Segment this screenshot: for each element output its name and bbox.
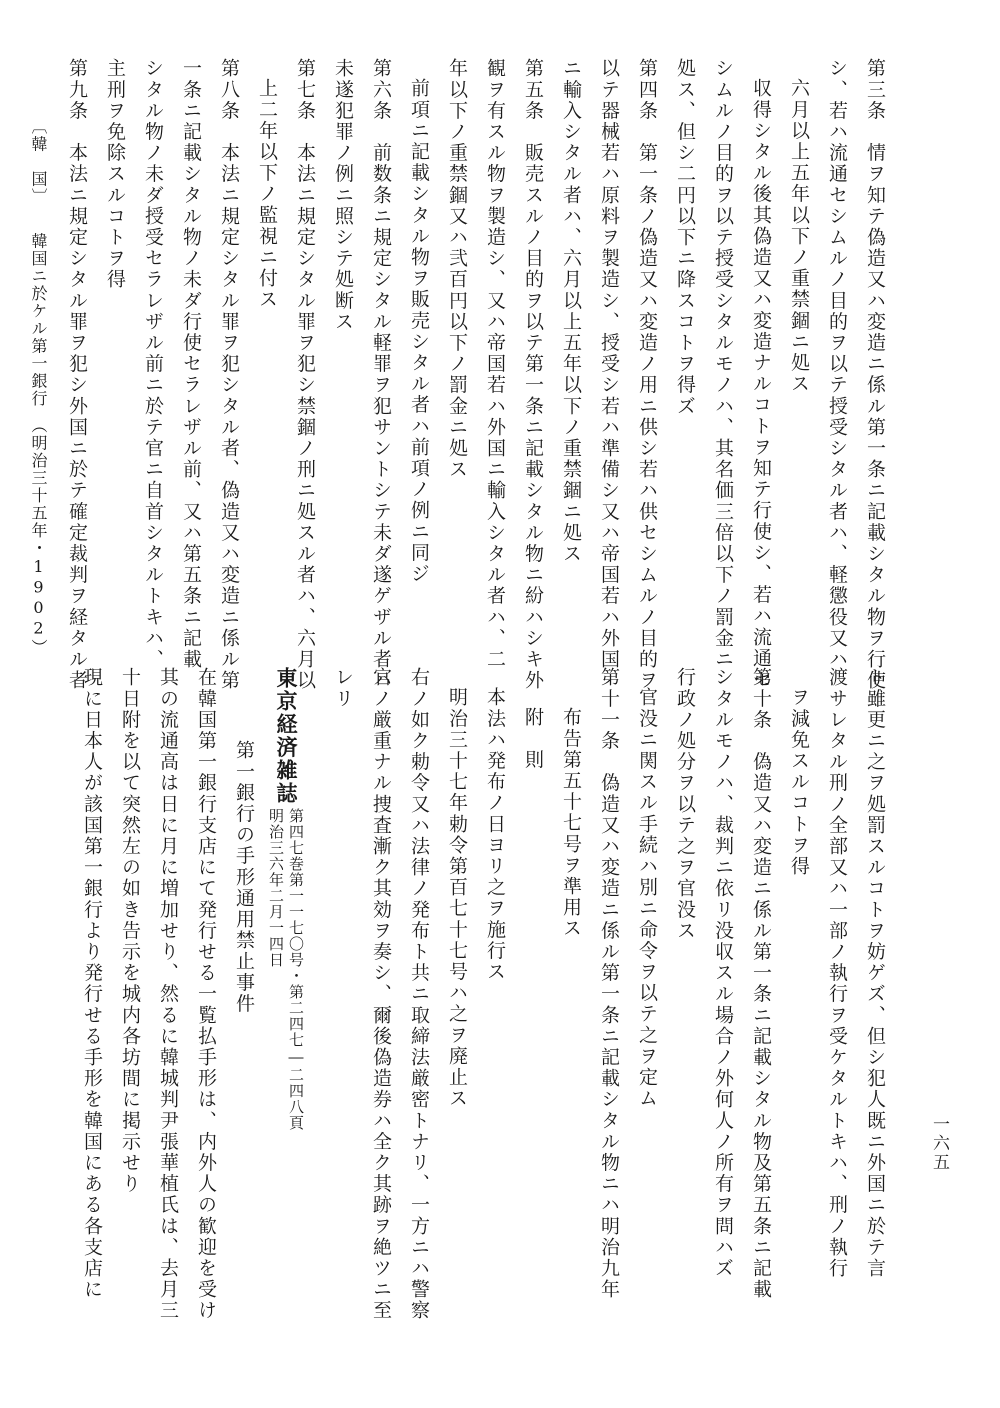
- law-text-column: シムルノ目的ヲ以テ授受シタルモノハ、其名価三倍以下ノ罰金ニ: [712, 58, 734, 670]
- law-text-column: シタルモノハ、裁判ニ依リ没収スル場合ノ外何人ノ所有ヲ問ハズ: [712, 667, 734, 1279]
- law-text-column: 行政ノ処分ヲ以テ之ヲ官没ス: [674, 667, 696, 942]
- law-text-column: 第六条 前数条ニ規定シタル軽罪ヲ犯サントシテ未ダ遂ゲザル者ハ: [370, 58, 392, 691]
- law-text-column: 以テ器械若ハ原料ヲ製造シ、授受シ若ハ準備シ又ハ帝国若ハ外国: [598, 58, 620, 670]
- article-text-column: 現に日本人が該国第一銀行より発行せる手形を韓国にある各支店に: [81, 667, 103, 1300]
- article-text-column: 其の流通高は日に月に増加せり、然るに韓城判尹張華植氏は、去月三: [157, 667, 179, 1322]
- article-text-column: 在韓国第一銀行支店にて発行せる一覧払手形は、内外人の歓迎を受け: [195, 667, 217, 1322]
- law-text-column: 未遂犯罪ノ例ニ照シテ処断ス: [332, 58, 354, 333]
- law-text-column: 観ヲ有スル物ヲ製造シ、又ハ帝国若ハ外国ニ輸入シタル者ハ、二: [484, 58, 506, 670]
- law-text-column: 年以下ノ重禁錮又ハ弐百円以下ノ罰金ニ処ス: [446, 58, 468, 480]
- law-text-column: ニ輸入シタル者ハ、六月以上五年以下ノ重禁錮ニ処ス: [560, 58, 582, 565]
- law-text-column: 一条ニ記載シタル物ノ未ダ行使セラレザル前、又ハ第五条ニ記載: [180, 58, 202, 670]
- law-text-column: 第四条 第一条ノ偽造又ハ変造ノ用ニ供シ若ハ供セシムルノ目的ヲ: [636, 58, 658, 691]
- source-date: 明治三六年二月一四日: [267, 808, 285, 968]
- law-text-column: 右ノ如ク勅令又ハ法律ノ発布ト共ニ取締法厳密トナリ、一方ニハ警察: [408, 667, 430, 1322]
- law-text-column: 収得シタル後其偽造又ハ変造ナルコトヲ知テ行使シ、若ハ流通セ: [750, 78, 772, 690]
- law-text-column: 処ス、但シ二円以下ニ降スコトヲ得ズ: [674, 58, 696, 417]
- law-text-column: 前項ニ記載シタル物ヲ販売シタル者ハ前項ノ例ニ同ジ: [408, 78, 430, 585]
- law-text-column: 布告第五十七号ヲ準用ス: [560, 707, 582, 940]
- law-text-column: レリ: [332, 667, 354, 710]
- law-text-column: 第五条 販売スルノ目的ヲ以テ第一条ニ記載シタル物ニ紛ハシキ外: [522, 58, 544, 691]
- law-text-column: ト雖更ニ之ヲ処罰スルコトヲ妨ゲズ、但シ犯人既ニ外国ニ於テ言: [864, 667, 886, 1279]
- article-text-column: 十日附を以て突然左の如き告示を城内各坊間に掲示せり: [119, 667, 141, 1195]
- supplementary-provisions-heading: 附 則: [522, 707, 544, 771]
- law-text-column: 本法ハ発布ノ日ヨリ之ヲ施行ス: [484, 687, 506, 983]
- article-heading: 第一銀行の手形通用禁止事件: [233, 740, 255, 1015]
- law-text-column: 明治三十七年勅令第百七十七号ハ之ヲ廃止ス: [446, 687, 468, 1109]
- law-text-column: 第八条 本法ニ規定シタル罪ヲ犯シタル者、偽造又ハ変造ニ係ル第: [218, 58, 240, 691]
- source-citation: 第四七巻第一一七〇号・第二四七―二四八頁: [287, 808, 305, 1131]
- source-title: 東京経済雑誌: [274, 667, 299, 805]
- law-text-column: 官没ニ関スル手続ハ別ニ命令ヲ以テ之ヲ定ム: [636, 687, 658, 1109]
- page-number: 一六五: [929, 1115, 949, 1172]
- running-header: 〔韓 国〕 韓国ニ於ケル第一銀行 （明治三十五年・1902）: [29, 118, 48, 657]
- law-text-column: 第十一条 偽造又ハ変造ニ係ル第一条ニ記載シタル物ニハ明治九年: [598, 667, 620, 1300]
- law-text-column: シ、若ハ流通セシムルノ目的ヲ以テ授受シタル者ハ、軽懲役又ハ: [826, 58, 848, 670]
- law-text-column: シタル物ノ未ダ授受セラレザル前ニ於テ官ニ自首シタルトキハ、: [142, 58, 164, 670]
- law-text-column: 第十条 偽造又ハ変造ニ係ル第一条ニ記載シタル物及第五条ニ記載: [750, 667, 772, 1300]
- law-text-column: 六月以上五年以下ノ重禁錮ニ処ス: [788, 78, 810, 395]
- law-text-column: 渡サレタル刑ノ全部又ハ一部ノ執行ヲ受ケタルトキハ、刑ノ執行: [826, 667, 848, 1279]
- law-text-column: ヲ減免スルコトヲ得: [788, 687, 810, 877]
- law-text-column: 第三条 情ヲ知テ偽造又ハ変造ニ係ル第一条ニ記載シタル物ヲ行使: [864, 58, 886, 691]
- law-text-column: 官ノ厳重ナル捜査漸ク其効ヲ奏シ、爾後偽造券ハ全ク其跡ヲ絶ツニ至: [370, 667, 392, 1322]
- law-text-column: 主刑ヲ免除スルコトヲ得: [104, 58, 126, 291]
- law-text-column: 第九条 本法ニ規定シタル罪ヲ犯シ外国ニ於テ確定裁判ヲ経タル者: [66, 58, 88, 691]
- law-text-column: 上二年以下ノ監視ニ付ス: [256, 78, 278, 311]
- law-text-column: 第七条 本法ニ規定シタル罪ヲ犯シ禁錮ノ刑ニ処スル者ハ、六月以: [294, 58, 316, 691]
